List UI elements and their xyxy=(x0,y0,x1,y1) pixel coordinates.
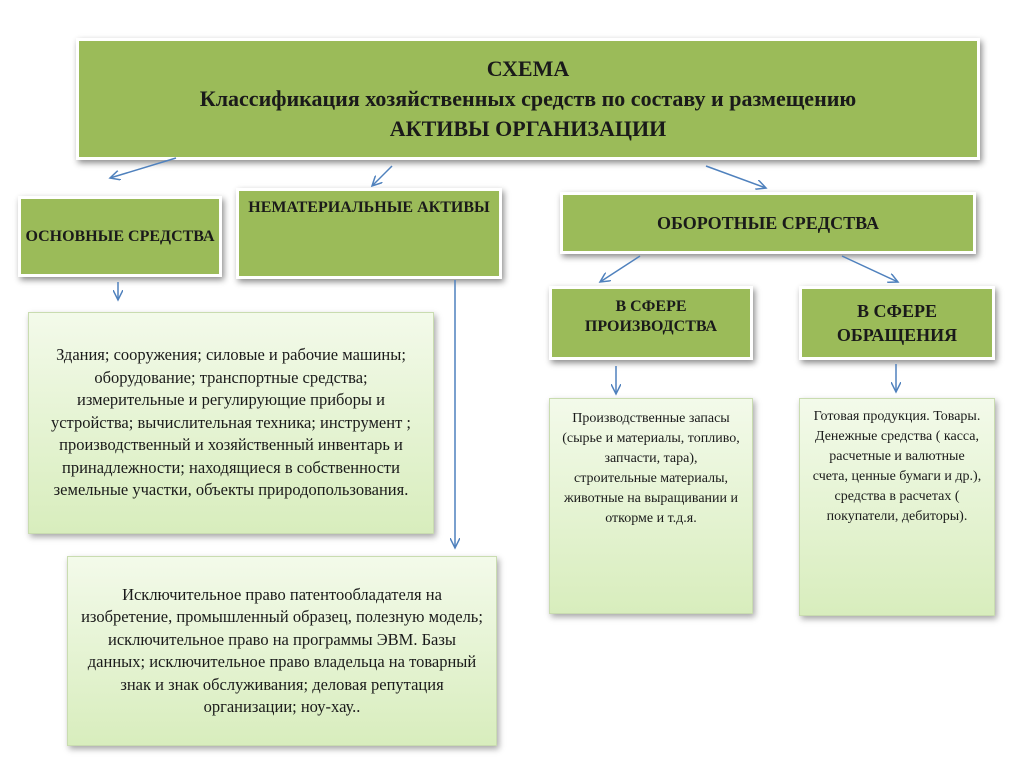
intangible-assets-description: Исключительное право патентообладателя на изобретение, промышленный образец, полезную модель; исключительное право на программы ЭВМ. Базы данных; исключительное право владельца на товарный знак и знак обслуживания; деловая репутация организации; ноу-хау.. xyxy=(81,584,483,716)
production-sphere-description: Производственные запасы (сырье и материалы, топливо, запчасти, тара), строительные материалы, животные на выращивании и откорме и т.д.я. xyxy=(562,411,740,526)
title-line-assets: АКТИВЫ ОРГАНИЗАЦИИ xyxy=(389,116,667,141)
arrow-current-to-circulation xyxy=(842,256,898,282)
circulation-sphere-description: Готовая продукция. Товары. Денежные средства ( касса, расчетные и валютные счета, ценные бумаги и др.), средства в расчетах ( покупатели, дебиторы). xyxy=(812,409,982,524)
arrow-title-to-intangible-assets xyxy=(372,166,392,186)
arrow-title-to-fixed-assets xyxy=(110,158,176,178)
title-line-classification: Классификация хозяйственных средств по составу и размещению xyxy=(199,86,857,111)
circulation-sphere-label: В СФЕРЕ ОБРАЩЕНИЯ xyxy=(836,301,958,345)
production-sphere-label: В СФЕРЕ ПРОИЗВОДСТВА xyxy=(584,298,718,335)
title-line-scheme: СХЕМА xyxy=(486,56,570,81)
arrow-current-to-production xyxy=(600,256,640,282)
fixed-assets-label: ОСНОВНЫЕ СРЕДСТВА xyxy=(25,227,215,245)
intangible-assets-label: НЕМАТЕРИАЛЬНЫЕ АКТИВЫ xyxy=(248,199,490,216)
fixed-assets-description: Здания; сооружения; силовые и рабочие машины; оборудование; транспортные средства; измерительные и регулирующие приборы и устройства; вычислительная техника; инструмент ; производственный и хозяйственный инвентарь и принадлежности; находящиеся в собственности земельные участки, объекты природопользования. xyxy=(50,345,411,500)
arrow-title-to-current-assets xyxy=(706,166,766,188)
current-assets-label: ОБОРОТНЫЕ СРЕДСТВА xyxy=(656,212,880,233)
